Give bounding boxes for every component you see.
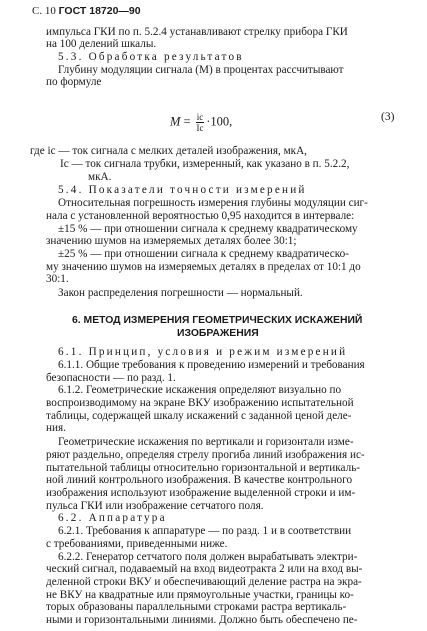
formula-fraction: [196, 112, 205, 133]
text-line: ными и горизонтальными линиями. Должно быть обеспечено пе-: [46, 614, 358, 626]
formula-equals: =: [183, 114, 191, 129]
text-line: безопасности — по разд. 1.: [46, 372, 176, 384]
text-line: Глубину модуляции сигнала (M) в процентах рассчитывают: [58, 64, 344, 76]
text-line: пытательной таблицы относительно горизонтальной и вертикаль-: [46, 462, 361, 474]
text-line: ческий сигнал, подаваемый на вход видеотракта 2 или на вход вы-: [46, 563, 363, 575]
text-line: Относительная погрешность измерения глубины модуляции сиг-: [58, 197, 368, 209]
page-number: С. 10: [32, 5, 56, 17]
equation-number: (3): [381, 111, 395, 123]
section-heading: 6.2. Аппаратура: [58, 512, 167, 524]
text-line: торых образованы параллельными строками растра вертикаль-: [46, 601, 347, 613]
text-line: мкА.: [88, 171, 112, 183]
text-line: изображения используют изображение выделенной строки и им-: [46, 487, 356, 499]
text-line: нала с установленной вероятностью 0,95 находится в интервале:: [46, 210, 355, 222]
formula-denominator: Iс: [196, 123, 204, 133]
text-line: 30:1.: [46, 273, 69, 285]
section-heading: 5.4. Показатели точности измерений: [58, 184, 307, 196]
text-line: ряют раздельно, определяя стрелу прогиба линий изображения ис-: [46, 449, 365, 461]
text-line: воспроизводимому на экране ВКУ изображению испытательной: [46, 397, 354, 409]
text-line: Закон распределения погрешности — нормальный.: [58, 287, 303, 299]
text-line: не ВКУ на квадратные или прямоугольные участки, границы ко-: [46, 589, 354, 601]
text-line: где iс — ток сигнала с мелких деталей изображения, мкА,: [30, 145, 307, 157]
standard-code: ГОСТ 18720—90: [58, 5, 141, 17]
chapter-heading-cont: ИЗОБРАЖЕНИЯ: [177, 328, 259, 339]
text-line: на 100 делений шкалы.: [46, 38, 157, 50]
text-line: 6.1.2. Геометрические искажения определяют визуально по: [58, 384, 342, 396]
text-line: му значению шумов на измеряемых деталях в пределах от 10:1 до: [46, 261, 361, 273]
chapter-heading: 6. МЕТОД ИЗМЕРЕНИЯ ГЕОМЕТРИЧЕСКИХ ИСКАЖЕНИЙ: [72, 315, 363, 326]
text-line: пульса ГКИ или изображение сетчатого поля.: [46, 500, 264, 512]
text-line: таблицы, содержащей шкалу искажений с заданной ценой деле-: [46, 410, 352, 422]
text-line: значению шумов на измеряемых деталях более 30:1;: [46, 235, 297, 247]
text-line: 6.2.1. Требования к аппаратуре — по разд. 1 и в соответствии: [58, 525, 352, 537]
section-heading: 6.1. Принцип, условия и режим измерений: [58, 346, 348, 358]
text-line: ной линий контрольного изображения. В качестве контрольного: [46, 474, 353, 486]
text-line: Геометрические искажения по вертикали и горизонтали изме-: [58, 436, 354, 448]
modulation-formula: [170, 112, 232, 133]
formula-rest: ·100,: [206, 114, 233, 129]
text-line: 6.2.2. Генератор сетчатого поля должен вырабатывать электри-: [58, 551, 358, 563]
text-line: с требованиями, приведенными ниже.: [46, 538, 228, 550]
text-line: ±25 % — при отношении сигнала к среднему квадратическо-: [58, 248, 349, 260]
text-line: по формуле: [46, 76, 102, 88]
text-line: 6.1.1. Общие требования к проведению измерений и требования: [58, 359, 365, 371]
text-line: ния.: [46, 422, 66, 434]
text-line: деленной строки ВКУ и обеспечивающий деление растра на экра-: [46, 576, 362, 588]
formula-lhs: M: [170, 114, 181, 129]
formula-numerator: iс: [196, 112, 204, 122]
text-line: Iс — ток сигнала трубки, измеренный, как указано в п. 5.2.2,: [60, 158, 350, 170]
page-header: [32, 5, 141, 18]
text-line: ±15 % — при отношении сигнала к среднему квадратическому: [58, 223, 358, 235]
section-heading: 5.3. Обработка результатов: [58, 51, 244, 63]
text-line: импульса ГКИ по п. 5.2.4 устанавливают стрелку прибора ГКИ: [46, 26, 348, 38]
